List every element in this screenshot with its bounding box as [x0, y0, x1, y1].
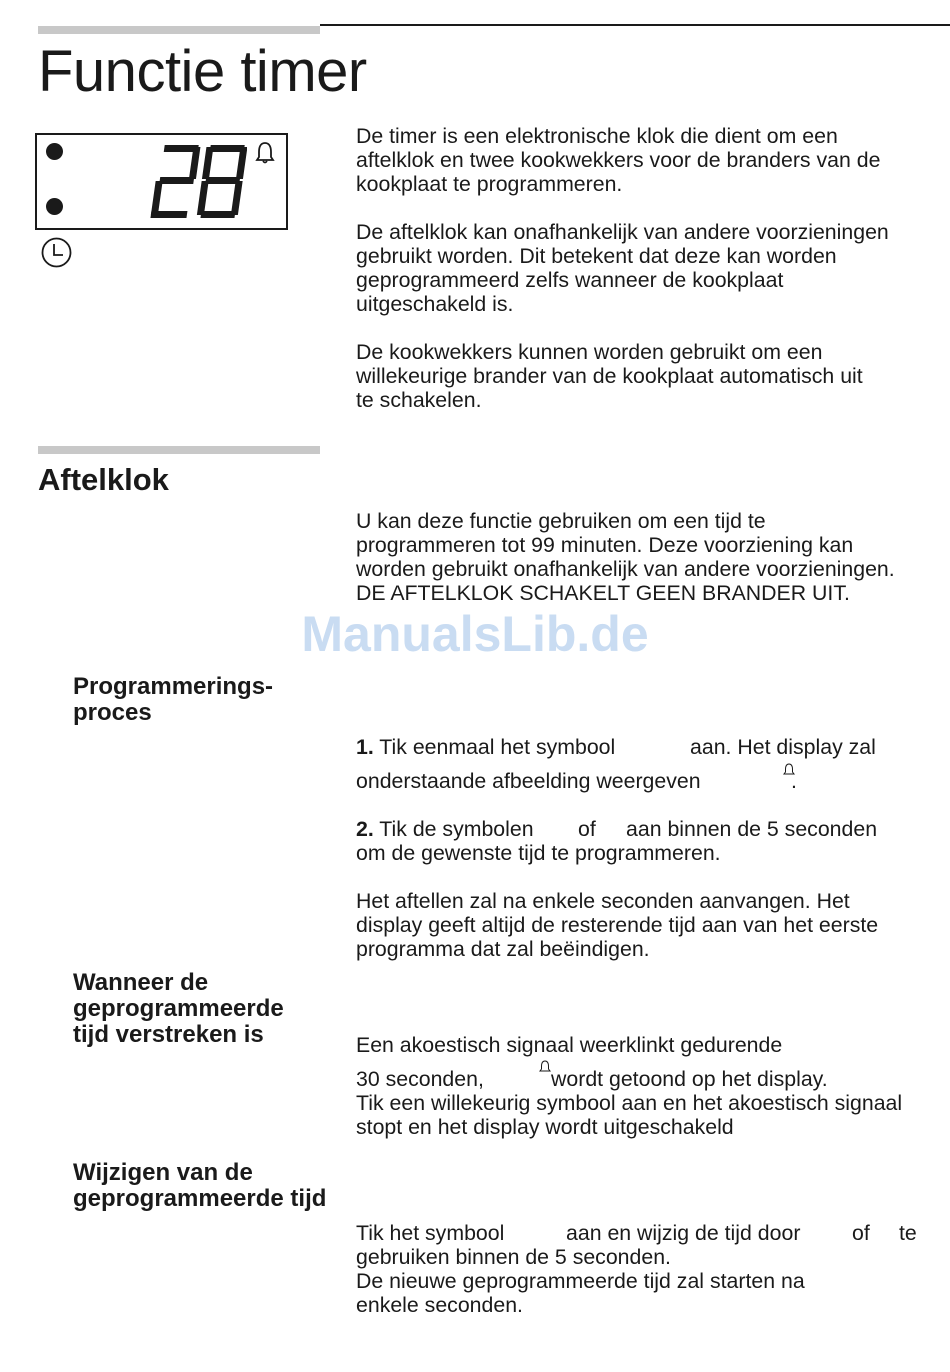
heading-verstreken: Wanneer de geprogrammeerde tijd verstreken is [73, 969, 284, 1048]
signal-line-2b: wordt getoond op het display. [551, 1067, 828, 1091]
indicator-dot-top [46, 143, 63, 160]
step-2-number: 2. [356, 817, 374, 841]
section-accent-bar [38, 446, 320, 454]
step-2-text-a: Tik de symbolen [373, 817, 534, 841]
step-2-text-c: aan binnen de 5 seconden [626, 817, 878, 841]
seven-segment-digits [147, 143, 247, 221]
step-1-text-b: aan. Het display zal [690, 735, 876, 759]
header-rule [320, 24, 950, 26]
step-1-text-d: . [791, 769, 797, 793]
change-line-1b: aan en wijzig de tijd door [566, 1221, 801, 1245]
step-2-text-d: om de gewenste tijd te programmeren. [356, 841, 721, 865]
intro-paragraph-1: De timer is een elektronische klok die dient om een aftelklok en twee kookwekkers voor de branders van de kookplaat te programmeren. [356, 124, 881, 196]
step-1-text-c: onderstaande afbeelding weergeven [356, 769, 701, 793]
watermark: ManualsLib.de [301, 606, 649, 662]
change-paragraph: gebruiken binnen de 5 seconden. De nieuwe geprogrammeerde tijd zal starten na enkele seconden. [356, 1245, 805, 1317]
aftelklok-paragraph: U kan deze functie gebruiken om een tijd te programmeren tot 99 minuten. Deze voorziening kan worden gebruikt onafhankelijk van andere voorzieningen. DE AFTELKLOK SCHAKELT GEEN BRANDER UIT. [356, 509, 895, 605]
section-title: Aftelklok [38, 462, 169, 497]
timer-display [35, 133, 288, 230]
step-2-line-1 [356, 817, 534, 841]
intro-paragraph-3: De kookwekkers kunnen worden gebruikt om een willekeurige brander van de kookplaat automatisch uit te schakelen. [356, 340, 863, 412]
page-title: Functie timer [38, 39, 367, 104]
heading-programmeringsproces: Programmerings- proces [73, 673, 274, 726]
step-1-text-a: Tik eenmaal het symbool [373, 735, 616, 759]
heading-wijzigen: Wijzigen van de geprogrammeerde tijd [73, 1159, 327, 1212]
change-line-1d: te [899, 1221, 917, 1245]
bell-icon [255, 141, 275, 165]
countdown-paragraph: Het aftellen zal na enkele seconden aanvangen. Het display geeft altijd de resterende tijd aan van het eerste programma dat zal beëindigen. [356, 889, 879, 961]
intro-paragraph-2: De aftelklok kan onafhankelijk van andere voorzieningen gebruikt worden. Dit betekent dat deze kan worden geprogrammeerd zelfs wanneer de kookplaat uitgeschakeld is. [356, 220, 889, 316]
change-line-1c: of [852, 1221, 870, 1245]
signal-line-1: Een akoestisch signaal weerklinkt gedurende [356, 1033, 783, 1057]
step-2-text-b: of [578, 817, 596, 841]
signal-paragraph: Tik een willekeurig symbool aan en het akoestisch signaal stopt en het display wordt uitgeschakeld [356, 1091, 903, 1139]
change-line-1a: Tik het symbool [356, 1221, 505, 1245]
title-accent-bar [38, 26, 320, 34]
bell-icon-small-2 [539, 1060, 551, 1074]
step-1-line-1 [356, 735, 615, 759]
indicator-dot-bottom [46, 198, 63, 215]
step-1-number: 1. [356, 735, 374, 759]
signal-line-2a: 30 seconden, [356, 1067, 484, 1091]
clock-icon [41, 237, 72, 268]
